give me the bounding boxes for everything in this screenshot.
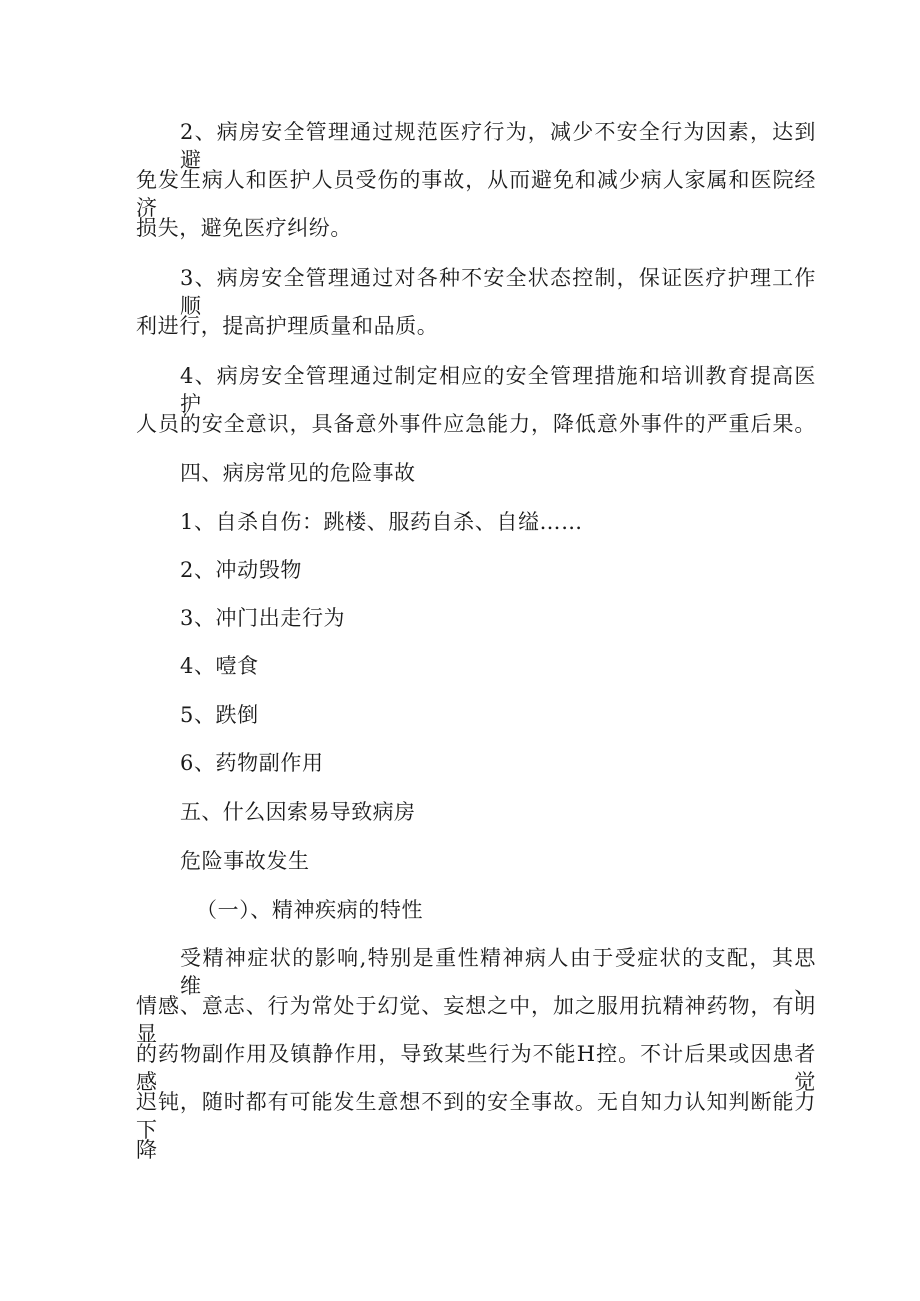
list-item: 2、冲动毁物 — [180, 558, 302, 582]
paragraph-line: 利进行，提高护理质量和品质。 — [136, 314, 439, 338]
section-heading: 四、病房常见的危险事故 — [180, 461, 416, 485]
list-item: 3、冲门出走行为 — [180, 606, 346, 630]
section-heading-continuation: 危险事故发生 — [180, 849, 310, 873]
paragraph-line: 迟钝，随时都有可能发生意想不到的安全事故。无自知力认知判断能力下 — [136, 1090, 816, 1142]
list-item: 4、噎食 — [180, 654, 259, 678]
paragraph-line: 受精神症状的影响,特别是重性精神病人由于受症状的支配，其思维、 — [180, 946, 816, 998]
paragraph-line: 损失，避免医疗纠纷。 — [136, 216, 352, 240]
paragraph-line: 4、病房安全管理通过制定相应的安全管理措施和培训教育提高医护 — [180, 364, 816, 416]
list-item: 6、药物副作用 — [180, 751, 324, 775]
list-item: 1、自杀自伤：跳楼、服药自杀、自缢…… — [180, 510, 583, 534]
paragraph-line: 的药物副作用及镇静作用，导致某些行为不能H控。不计后果或因患者感觉 — [136, 1042, 816, 1094]
paragraph-line: 免发生病人和医护人员受伤的事故，从而避免和减少病人家属和医院经济 — [136, 168, 816, 220]
section-heading: 五、什么因索易导致病房 — [180, 800, 416, 824]
list-item: 5、跌倒 — [180, 703, 259, 727]
paragraph-line: 2、病房安全管理通过规范医疗行为，减少不安全行为因素，达到避 — [180, 120, 816, 172]
paragraph-line: 人员的安全意识，具备意外事件应急能力，降低意外事件的严重后果。 — [136, 412, 816, 436]
paragraph-line: 降 — [136, 1138, 158, 1162]
paragraph-line: 3、病房安全管理通过对各种不安全状态控制，保证医疗护理工作顺 — [180, 266, 816, 318]
paragraph-line: 情感、意志、行为常处于幻觉、妄想之中，加之服用抗精神药物，有明显 — [136, 994, 816, 1046]
subsection-heading: （一）、精神疾病的特性 — [196, 898, 424, 922]
